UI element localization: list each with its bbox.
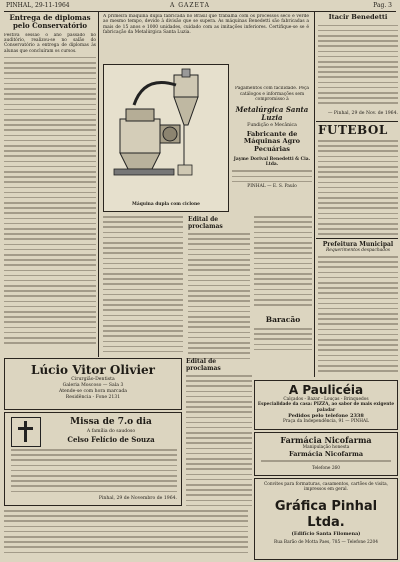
edital-title-2: Edital de proclamas (186, 358, 221, 372)
paulicea-title: A Paulicéia (288, 383, 364, 397)
santa-luzia-sub: Fundição e Mecânica (247, 122, 297, 128)
cross-icon (24, 421, 27, 442)
santa-luzia-footer: PINHAL — E. S. Paulo (247, 184, 297, 190)
conservatorio-article (4, 14, 96, 354)
lucio-name: Lúcio Vitor Olivier (31, 363, 155, 377)
header-page: Pag. 3 (373, 2, 392, 9)
lucio-line-4: Residência - Fone 2131 (65, 395, 121, 400)
santa-luzia-ad (232, 86, 312, 212)
missa-notice (4, 412, 182, 506)
edital-article-1 (188, 216, 250, 356)
cross-frame (11, 417, 41, 447)
conservatorio-title: Entrega de diplomas pelo Conservatório (9, 13, 91, 30)
santa-luzia-name: Metalúrgica Santa Luzia (235, 104, 309, 122)
missa-family: A família do saudoso (86, 429, 136, 434)
middle-article-lines (103, 216, 183, 356)
nicofarma-sub2: Farmácia Nicofarma (288, 450, 364, 459)
edital-title-1: Edital de proclamas (188, 216, 223, 230)
baracao-lines (254, 328, 312, 354)
prefeitura-title: Prefeitura Municipal (322, 241, 394, 248)
itacir-article (318, 14, 398, 118)
prefeitura-article (318, 241, 398, 379)
header-date: PINHAL, 29-11-1964 (6, 2, 70, 9)
nicofarma-phone: Telefone 260 (311, 466, 341, 472)
futebol-article (318, 124, 398, 236)
santa-luzia-product: Fabricante de Máquinas Agro Pecuárias (243, 129, 301, 153)
missa-title: Missa de 7.o dia (70, 417, 152, 427)
machine-caption: Máquina dupla com ciclone (132, 202, 200, 207)
col-divider-right (314, 12, 315, 377)
lucio-ad (4, 358, 182, 410)
paulicea-ad (254, 380, 398, 430)
conservatorio-body: Festiva sessão o ano passado no auditório, realizou-se no salão do Conservatório a entrega de diplomas às alunas que concluíram os cursos. (4, 33, 96, 54)
lucio-line-3: Atende-se com hora marcada (58, 389, 128, 394)
grafica-intro: Convites para formaturas, casamentos, cartões de visita, impressos em geral. (263, 482, 388, 493)
santa-luzia-company: Jayme Dorival Benedetti & Cia. Ltda. (233, 156, 311, 167)
futebol-title: FUTEBOL (318, 123, 388, 137)
lucio-line-1: Cirurgião-Dentista (71, 377, 115, 382)
header-rule (4, 11, 396, 12)
grafica-sub: (Edifício Santa Filomena) (291, 530, 361, 537)
nicofarma-ad (254, 432, 398, 476)
hr (316, 121, 398, 122)
grafica-ad (254, 478, 398, 560)
prefeitura-sub: Requerimentos despachados (326, 248, 390, 253)
missa-name: Celso Felício de Souza (67, 435, 155, 444)
paulicea-line-1: Calçados - Bazar - Louças - Brinquedos (283, 397, 369, 402)
itacir-close: — Pinhal, 29 de Nov. de 1964. (327, 110, 398, 116)
grafica-name: Gráfica Pinhal Ltda. (274, 498, 378, 530)
right-middle-lines (254, 216, 312, 308)
missa-closing: Pinhal, 29 de Novembro de 1964. (98, 496, 177, 501)
page-header (0, 0, 400, 11)
hr (316, 238, 398, 239)
col-divider (98, 12, 99, 357)
header-title: A GAZETA (170, 2, 210, 9)
paulicea-line-3: Pedidos pelo telefone 2338 (288, 413, 364, 420)
machine-illustration (104, 65, 228, 199)
paulicea-line-4: Praça da Independência, 91 — PINHAL (282, 419, 370, 425)
nicofarma-title: Farmácia Nicofarma (280, 435, 372, 445)
itacir-title: Itacir Benedetti (328, 13, 388, 21)
baracao-title: Baracão (265, 315, 301, 324)
missa-text-lines (11, 449, 177, 495)
bottom-left-lines (4, 510, 248, 558)
conservatorio-body-lines (4, 57, 96, 347)
machine-illustration-frame (103, 64, 229, 212)
grafica-address: Rua Barão de Motta Paes, 785 — Telefone 2204 (274, 539, 378, 545)
machine-ad-text: A primeira máquina dupla fabricada no Brasil que trabalha com os processos seco e verde ao mesmo tempo, devido à divisão que se supera. As máquinas Benedetti são fabricadas a mais de 15 anos e 1000 unidades, cuidado com as imitações inferiores. Certifique-se se é fabricação da Metalúrgica Santa Luzia. (103, 14, 309, 36)
santa-luzia-intro: Pagamentos com facilidade. Peça catálogos e informações sem compromisso à (234, 86, 310, 103)
paulicea-line-2: Especialidade da casa: PIZZA, ao sabor de mais exigente paladar (257, 402, 395, 413)
lucio-line-2: Galeria Moscoso — Sala 3 (62, 383, 124, 388)
edital-article-2 (186, 358, 252, 506)
nicofarma-sub: Manipulação honesta (302, 445, 350, 450)
